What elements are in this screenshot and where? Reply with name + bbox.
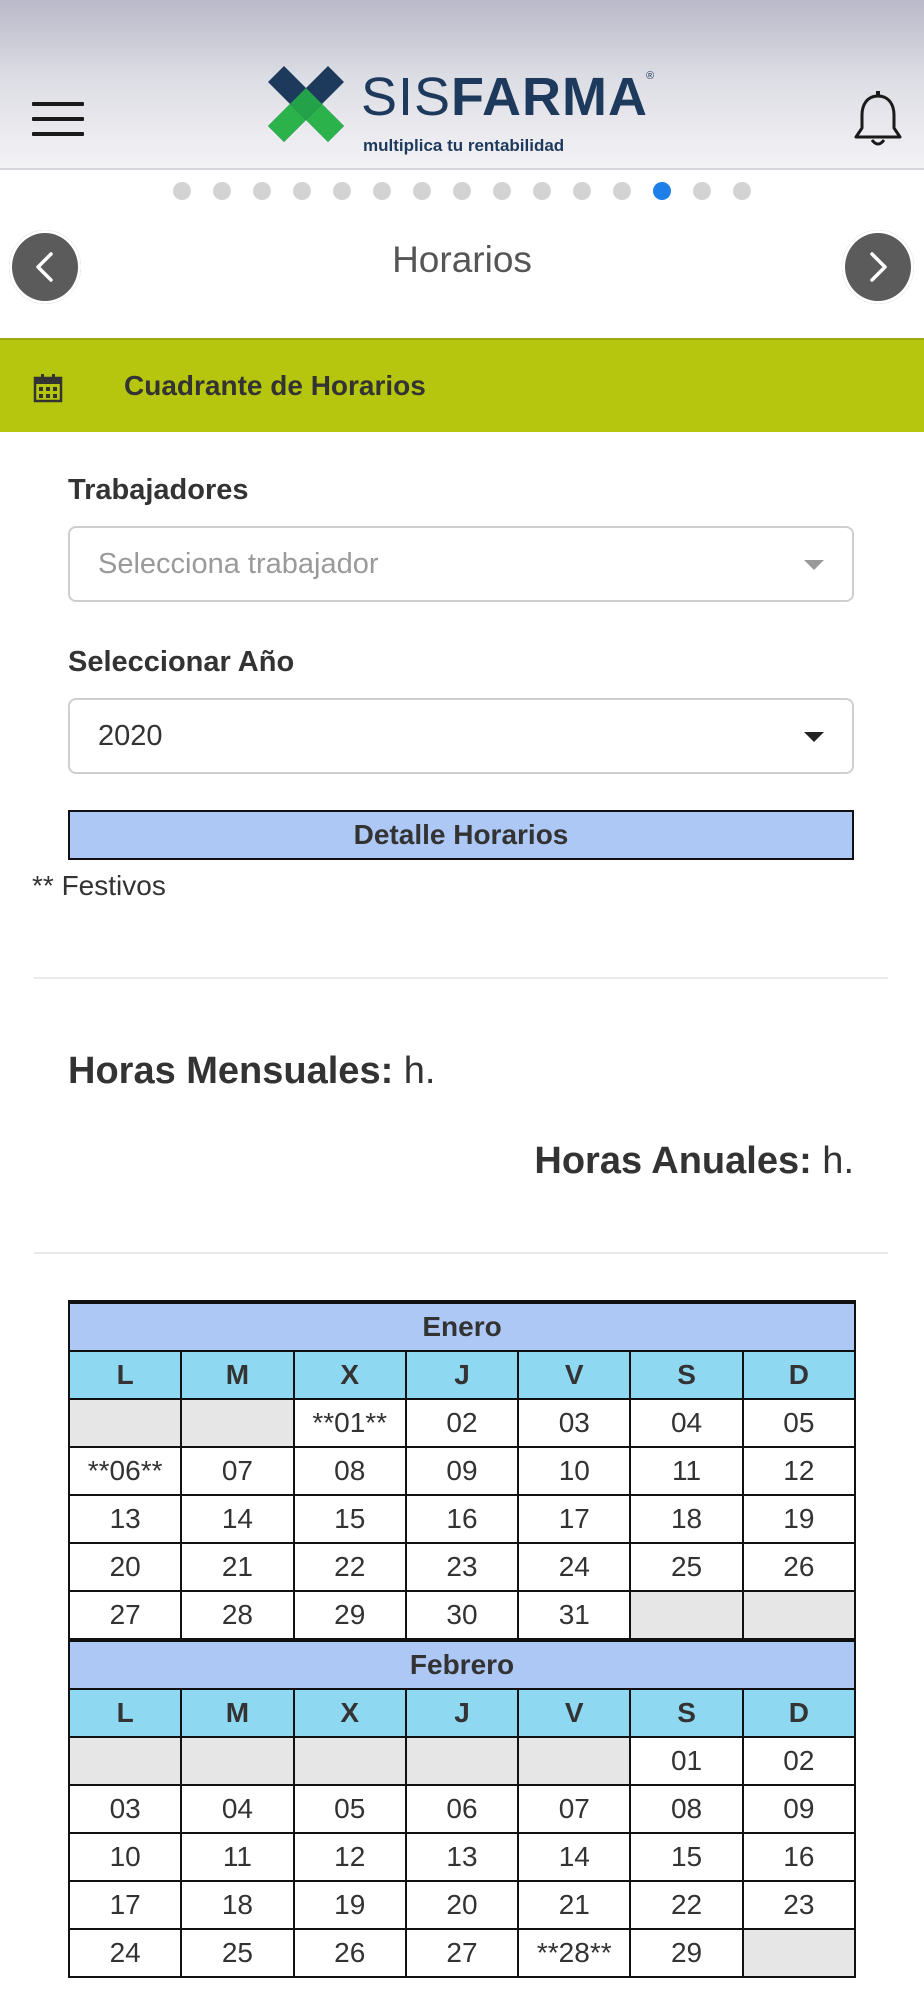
logo-x-mark-icon — [266, 66, 346, 144]
calendar-week-row — [69, 1737, 855, 1785]
day-cell[interactable]: 15 — [294, 1495, 406, 1543]
logo-tagline: multiplica tu rentabilidad — [363, 136, 565, 155]
day-cell[interactable]: 08 — [294, 1447, 406, 1495]
empty-day-cell — [743, 1591, 855, 1640]
logo-registered-mark: ® — [646, 70, 655, 82]
day-cell[interactable]: 09 — [743, 1785, 855, 1833]
weekday-header: J — [406, 1689, 518, 1737]
empty-day-cell — [181, 1737, 293, 1785]
day-cell[interactable]: 11 — [181, 1833, 293, 1881]
day-cell[interactable]: 12 — [294, 1833, 406, 1881]
day-cell[interactable]: 05 — [743, 1399, 855, 1447]
day-cell[interactable]: 19 — [294, 1881, 406, 1929]
day-cell[interactable]: 18 — [181, 1881, 293, 1929]
detail-schedule-button[interactable]: Detalle Horarios — [68, 810, 854, 860]
calendar-week-row — [69, 1881, 855, 1929]
day-cell[interactable]: 22 — [294, 1543, 406, 1591]
page-dot[interactable] — [493, 182, 511, 200]
day-cell[interactable]: 20 — [406, 1881, 518, 1929]
month-header: Febrero — [69, 1640, 855, 1689]
page-dot[interactable] — [293, 182, 311, 200]
day-cell[interactable]: 24 — [518, 1543, 630, 1591]
divider — [34, 977, 888, 979]
empty-day-cell — [518, 1737, 630, 1785]
day-cell[interactable]: 16 — [406, 1495, 518, 1543]
day-cell[interactable]: 04 — [181, 1785, 293, 1833]
day-cell[interactable]: 03 — [69, 1785, 181, 1833]
calendar-icon — [33, 373, 63, 403]
page-dot[interactable] — [453, 182, 471, 200]
weekday-header: L — [69, 1689, 181, 1737]
day-cell[interactable]: 26 — [294, 1929, 406, 1977]
dropdown-caret-icon — [804, 560, 824, 570]
calendar-week-row — [69, 1929, 855, 1977]
page-dot[interactable] — [533, 182, 551, 200]
page-dot[interactable] — [613, 182, 631, 200]
day-cell[interactable]: 16 — [743, 1833, 855, 1881]
day-cell[interactable]: 07 — [181, 1447, 293, 1495]
day-cell[interactable]: 21 — [518, 1881, 630, 1929]
day-cell[interactable]: 25 — [181, 1929, 293, 1977]
day-cell[interactable]: 27 — [406, 1929, 518, 1977]
empty-day-cell — [630, 1591, 742, 1640]
day-cell[interactable]: 31 — [518, 1591, 630, 1640]
day-cell[interactable]: 25 — [630, 1543, 742, 1591]
page-dot[interactable] — [213, 182, 231, 200]
weekday-header: L — [69, 1351, 181, 1399]
day-cell[interactable]: 14 — [181, 1495, 293, 1543]
weekday-header: D — [743, 1351, 855, 1399]
annual-hours-value: h. — [811, 1140, 854, 1182]
calendar-week-row — [69, 1447, 855, 1495]
chevron-right-icon — [864, 251, 892, 283]
day-cell[interactable]: 08 — [630, 1785, 742, 1833]
day-cell[interactable]: 27 — [69, 1591, 181, 1640]
day-cell[interactable]: 01 — [630, 1737, 742, 1785]
day-cell[interactable]: 21 — [181, 1543, 293, 1591]
divider — [34, 1252, 888, 1254]
weekday-header: D — [743, 1689, 855, 1737]
annual-hours-label: Horas Anuales: — [534, 1140, 812, 1182]
month-header: Enero — [69, 1302, 855, 1351]
weekday-header: V — [518, 1689, 630, 1737]
holidays-legend: ** Festivos — [32, 870, 166, 901]
empty-day-cell — [743, 1929, 855, 1977]
logo-wordmark: SISFARMA — [361, 67, 649, 127]
hamburger-menu-icon[interactable] — [32, 102, 84, 136]
section-title: Horarios — [392, 239, 532, 280]
schedule-calendar — [68, 1300, 856, 1978]
page-dot[interactable] — [573, 182, 591, 200]
day-cell[interactable]: 17 — [518, 1495, 630, 1543]
holiday-day-cell[interactable]: **01** — [294, 1399, 406, 1447]
page-dot[interactable] — [733, 182, 751, 200]
day-cell[interactable]: 29 — [294, 1591, 406, 1640]
empty-day-cell — [69, 1737, 181, 1785]
year-select[interactable] — [68, 698, 854, 774]
weekday-header: J — [406, 1351, 518, 1399]
holiday-day-cell[interactable]: **06** — [69, 1447, 181, 1495]
day-cell[interactable]: 18 — [630, 1495, 742, 1543]
day-cell[interactable]: 05 — [294, 1785, 406, 1833]
day-cell[interactable]: 09 — [406, 1447, 518, 1495]
weekday-header: M — [181, 1689, 293, 1737]
weekday-header: S — [630, 1351, 742, 1399]
page-dot[interactable] — [173, 182, 191, 200]
day-cell[interactable]: 03 — [518, 1399, 630, 1447]
day-cell[interactable]: 23 — [406, 1543, 518, 1591]
year-label: Seleccionar Año — [68, 646, 295, 678]
panel-title: Cuadrante de Horarios — [124, 370, 426, 401]
day-cell[interactable]: 20 — [69, 1543, 181, 1591]
day-cell[interactable]: 19 — [743, 1495, 855, 1543]
panel-header — [0, 338, 924, 432]
calendar-week-row — [69, 1495, 855, 1543]
day-cell[interactable]: 22 — [630, 1881, 742, 1929]
sisfarma-logo — [266, 62, 666, 160]
page-dot[interactable] — [373, 182, 391, 200]
monthly-hours-label: Horas Mensuales: — [68, 1050, 394, 1092]
annual-hours — [534, 1138, 854, 1184]
day-cell[interactable]: 30 — [406, 1591, 518, 1640]
holiday-day-cell[interactable]: **28** — [518, 1929, 630, 1977]
weekday-header: V — [518, 1351, 630, 1399]
notification-bell-icon[interactable] — [852, 90, 904, 150]
workers-label: Trabajadores — [68, 474, 249, 506]
day-cell[interactable]: 15 — [630, 1833, 742, 1881]
day-cell[interactable]: 10 — [518, 1447, 630, 1495]
dropdown-caret-icon — [804, 732, 824, 742]
day-cell[interactable]: 10 — [69, 1833, 181, 1881]
day-cell[interactable]: 14 — [518, 1833, 630, 1881]
day-cell[interactable]: 13 — [69, 1495, 181, 1543]
empty-day-cell — [69, 1399, 181, 1447]
worker-select[interactable] — [68, 526, 854, 602]
monthly-hours — [68, 1048, 435, 1094]
calendar-week-row — [69, 1399, 855, 1447]
day-cell[interactable]: 12 — [743, 1447, 855, 1495]
day-cell[interactable]: 13 — [406, 1833, 518, 1881]
page-dot[interactable] — [693, 182, 711, 200]
empty-day-cell — [294, 1737, 406, 1785]
monthly-hours-value: h. — [393, 1050, 436, 1092]
page-dot[interactable] — [253, 182, 271, 200]
weekday-header: S — [630, 1689, 742, 1737]
day-cell[interactable]: 11 — [630, 1447, 742, 1495]
day-cell[interactable]: 23 — [743, 1881, 855, 1929]
day-cell[interactable]: 04 — [630, 1399, 742, 1447]
next-section-button[interactable] — [842, 230, 914, 304]
weekday-header: X — [294, 1689, 406, 1737]
page-indicator — [0, 182, 924, 202]
day-cell[interactable]: 02 — [406, 1399, 518, 1447]
calendar-week-row — [69, 1543, 855, 1591]
day-cell[interactable]: 24 — [69, 1929, 181, 1977]
day-cell[interactable]: 17 — [69, 1881, 181, 1929]
day-cell[interactable]: 26 — [743, 1543, 855, 1591]
weekday-header: M — [181, 1351, 293, 1399]
page-dot-active[interactable] — [653, 182, 671, 200]
weekday-header: X — [294, 1351, 406, 1399]
day-cell[interactable]: 29 — [630, 1929, 742, 1977]
day-cell[interactable]: 06 — [406, 1785, 518, 1833]
empty-day-cell — [181, 1399, 293, 1447]
day-cell[interactable]: 28 — [181, 1591, 293, 1640]
calendar-week-row — [69, 1785, 855, 1833]
year-select-value: 2020 — [98, 720, 163, 752]
day-cell[interactable]: 07 — [518, 1785, 630, 1833]
app-header — [0, 0, 924, 170]
page-dot[interactable] — [413, 182, 431, 200]
calendar-week-row — [69, 1833, 855, 1881]
worker-select-placeholder: Selecciona trabajador — [98, 548, 379, 580]
day-cell[interactable]: 02 — [743, 1737, 855, 1785]
empty-day-cell — [406, 1737, 518, 1785]
page-dot[interactable] — [333, 182, 351, 200]
calendar-week-row — [69, 1591, 855, 1640]
